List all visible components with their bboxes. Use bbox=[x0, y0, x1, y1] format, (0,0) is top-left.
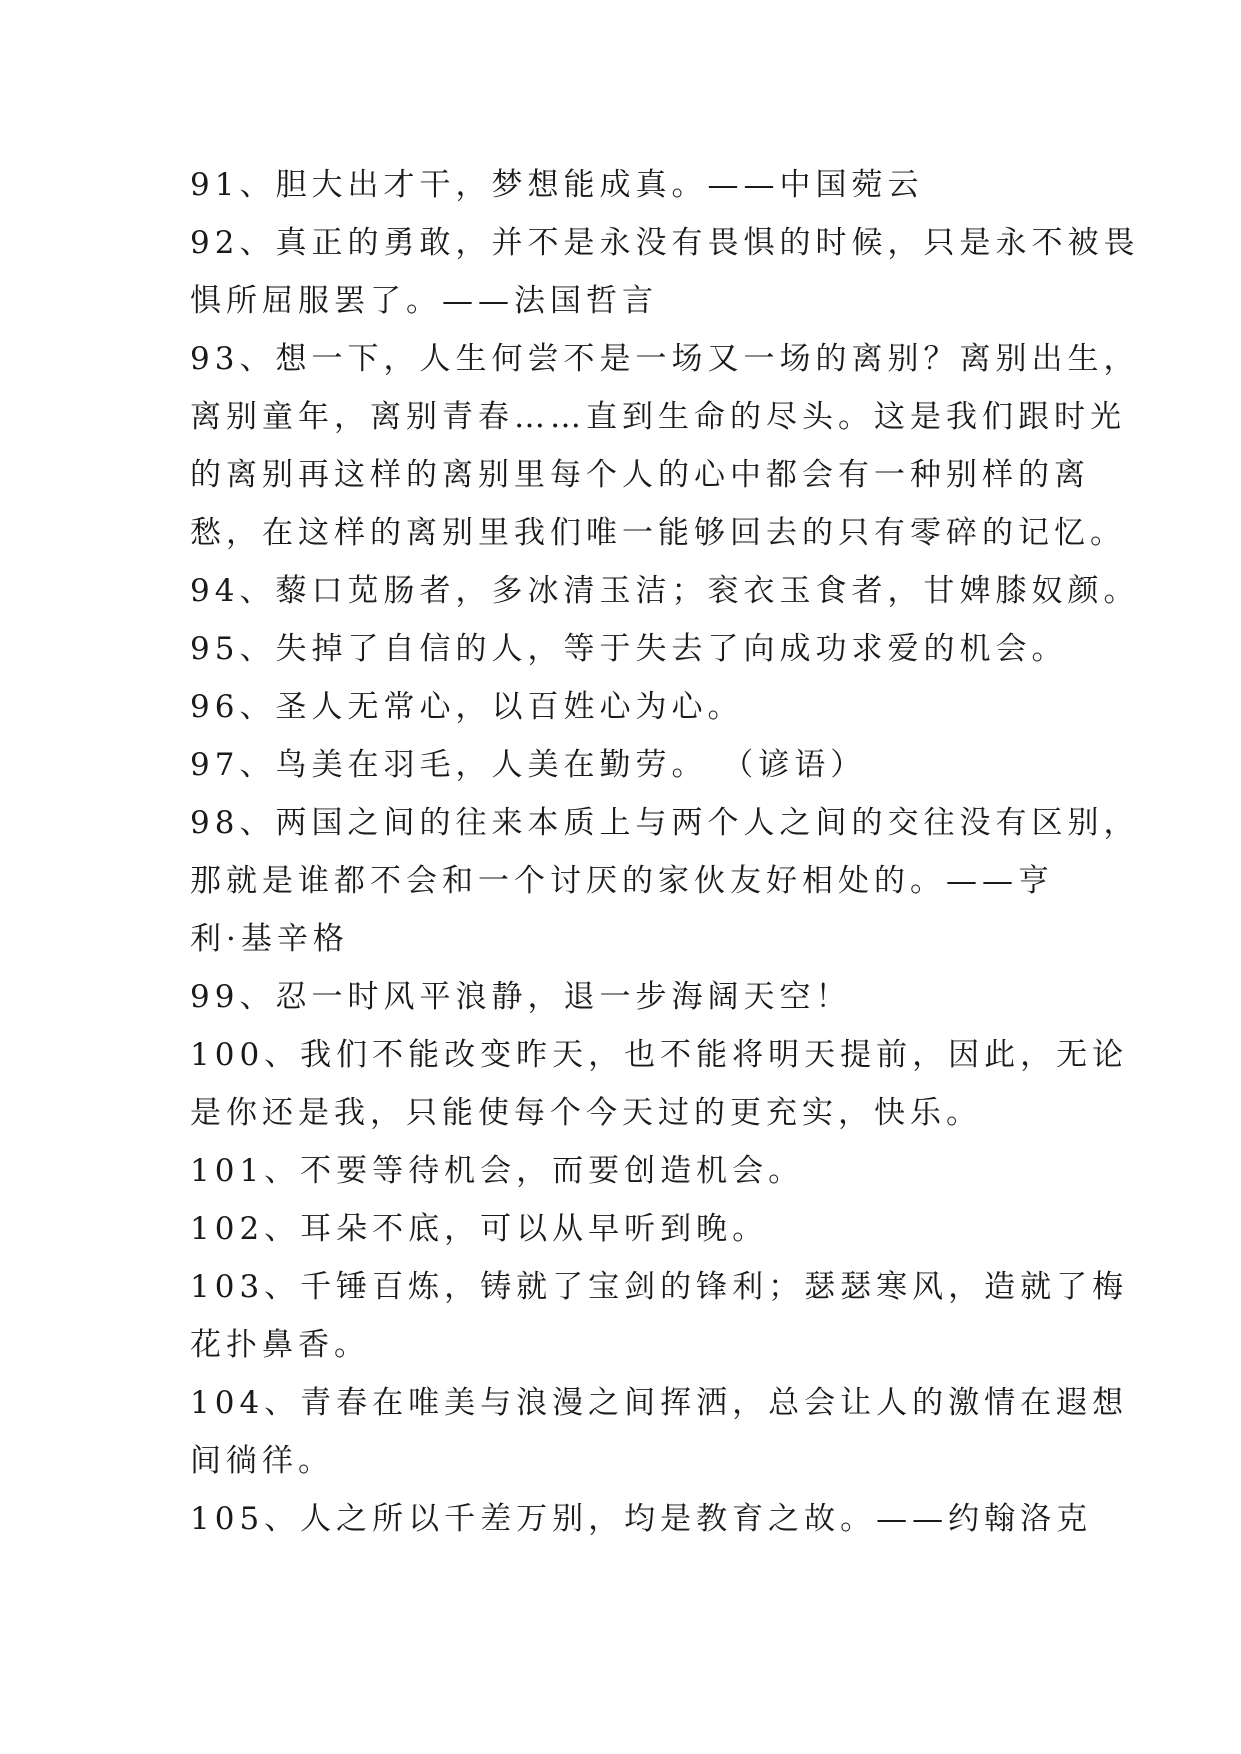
text-line: 惧所屈服罢了。——法国哲言 bbox=[190, 283, 658, 319]
text-line: 102、耳朵不底，可以从早听到晚。 bbox=[190, 1211, 769, 1247]
text-line: 花扑鼻香。 bbox=[190, 1327, 370, 1363]
text-line: 98、两国之间的往来本质上与两个人之间的交往没有区别， bbox=[190, 805, 1140, 841]
text-line: 97、鸟美在羽毛，人美在勤劳。 （谚语） bbox=[190, 747, 867, 783]
text-line: 是你还是我，只能使每个今天过的更充实，快乐。 bbox=[190, 1095, 982, 1131]
text-line: 91、胆大出才干，梦想能成真。——中国菀云 bbox=[190, 167, 924, 203]
text-line: 103、千锤百炼，铸就了宝剑的锋利；瑟瑟寒风，造就了梅 bbox=[190, 1269, 1129, 1305]
text-line: 利·基辛格 bbox=[190, 921, 349, 957]
text-line: 96、圣人无常心，以百姓心为心。 bbox=[190, 689, 744, 725]
text-line: 愁，在这样的离别里我们唯一能够回去的只有零碎的记忆。 bbox=[190, 515, 1126, 551]
text-line: 那就是谁都不会和一个讨厌的家伙友好相处的。——亨 bbox=[190, 863, 1054, 899]
text-line: 95、失掉了自信的人，等于失去了向成功求爱的机会。 bbox=[190, 631, 1068, 667]
text-line: 105、人之所以千差万别，均是教育之故。——约翰洛克 bbox=[190, 1501, 1093, 1537]
text-line: 101、不要等待机会，而要创造机会。 bbox=[190, 1153, 805, 1189]
text-line: 离别童年，离别青春……直到生命的尽头。这是我们跟时光 bbox=[190, 399, 1126, 435]
text-line: 104、青春在唯美与浪漫之间挥洒，总会让人的激情在遐想 bbox=[190, 1385, 1129, 1421]
text-line: 94、藜口苋肠者，多冰清玉洁；衮衣玉食者，甘婢膝奴颜。 bbox=[190, 573, 1140, 609]
document-body bbox=[190, 156, 1140, 1548]
text-line: 间徜徉。 bbox=[190, 1443, 334, 1479]
text-line: 99、忍一时风平浪静，退一步海阔天空！ bbox=[190, 979, 852, 1015]
text-line: 100、我们不能改变昨天，也不能将明天提前，因此，无论 bbox=[190, 1037, 1129, 1073]
text-line: 的离别再这样的离别里每个人的心中都会有一种别样的离 bbox=[190, 457, 1090, 493]
text-line: 92、真正的勇敢，并不是永没有畏惧的时候，只是永不被畏 bbox=[190, 225, 1140, 261]
text-line: 93、想一下，人生何尝不是一场又一场的离别？离别出生， bbox=[190, 341, 1140, 377]
